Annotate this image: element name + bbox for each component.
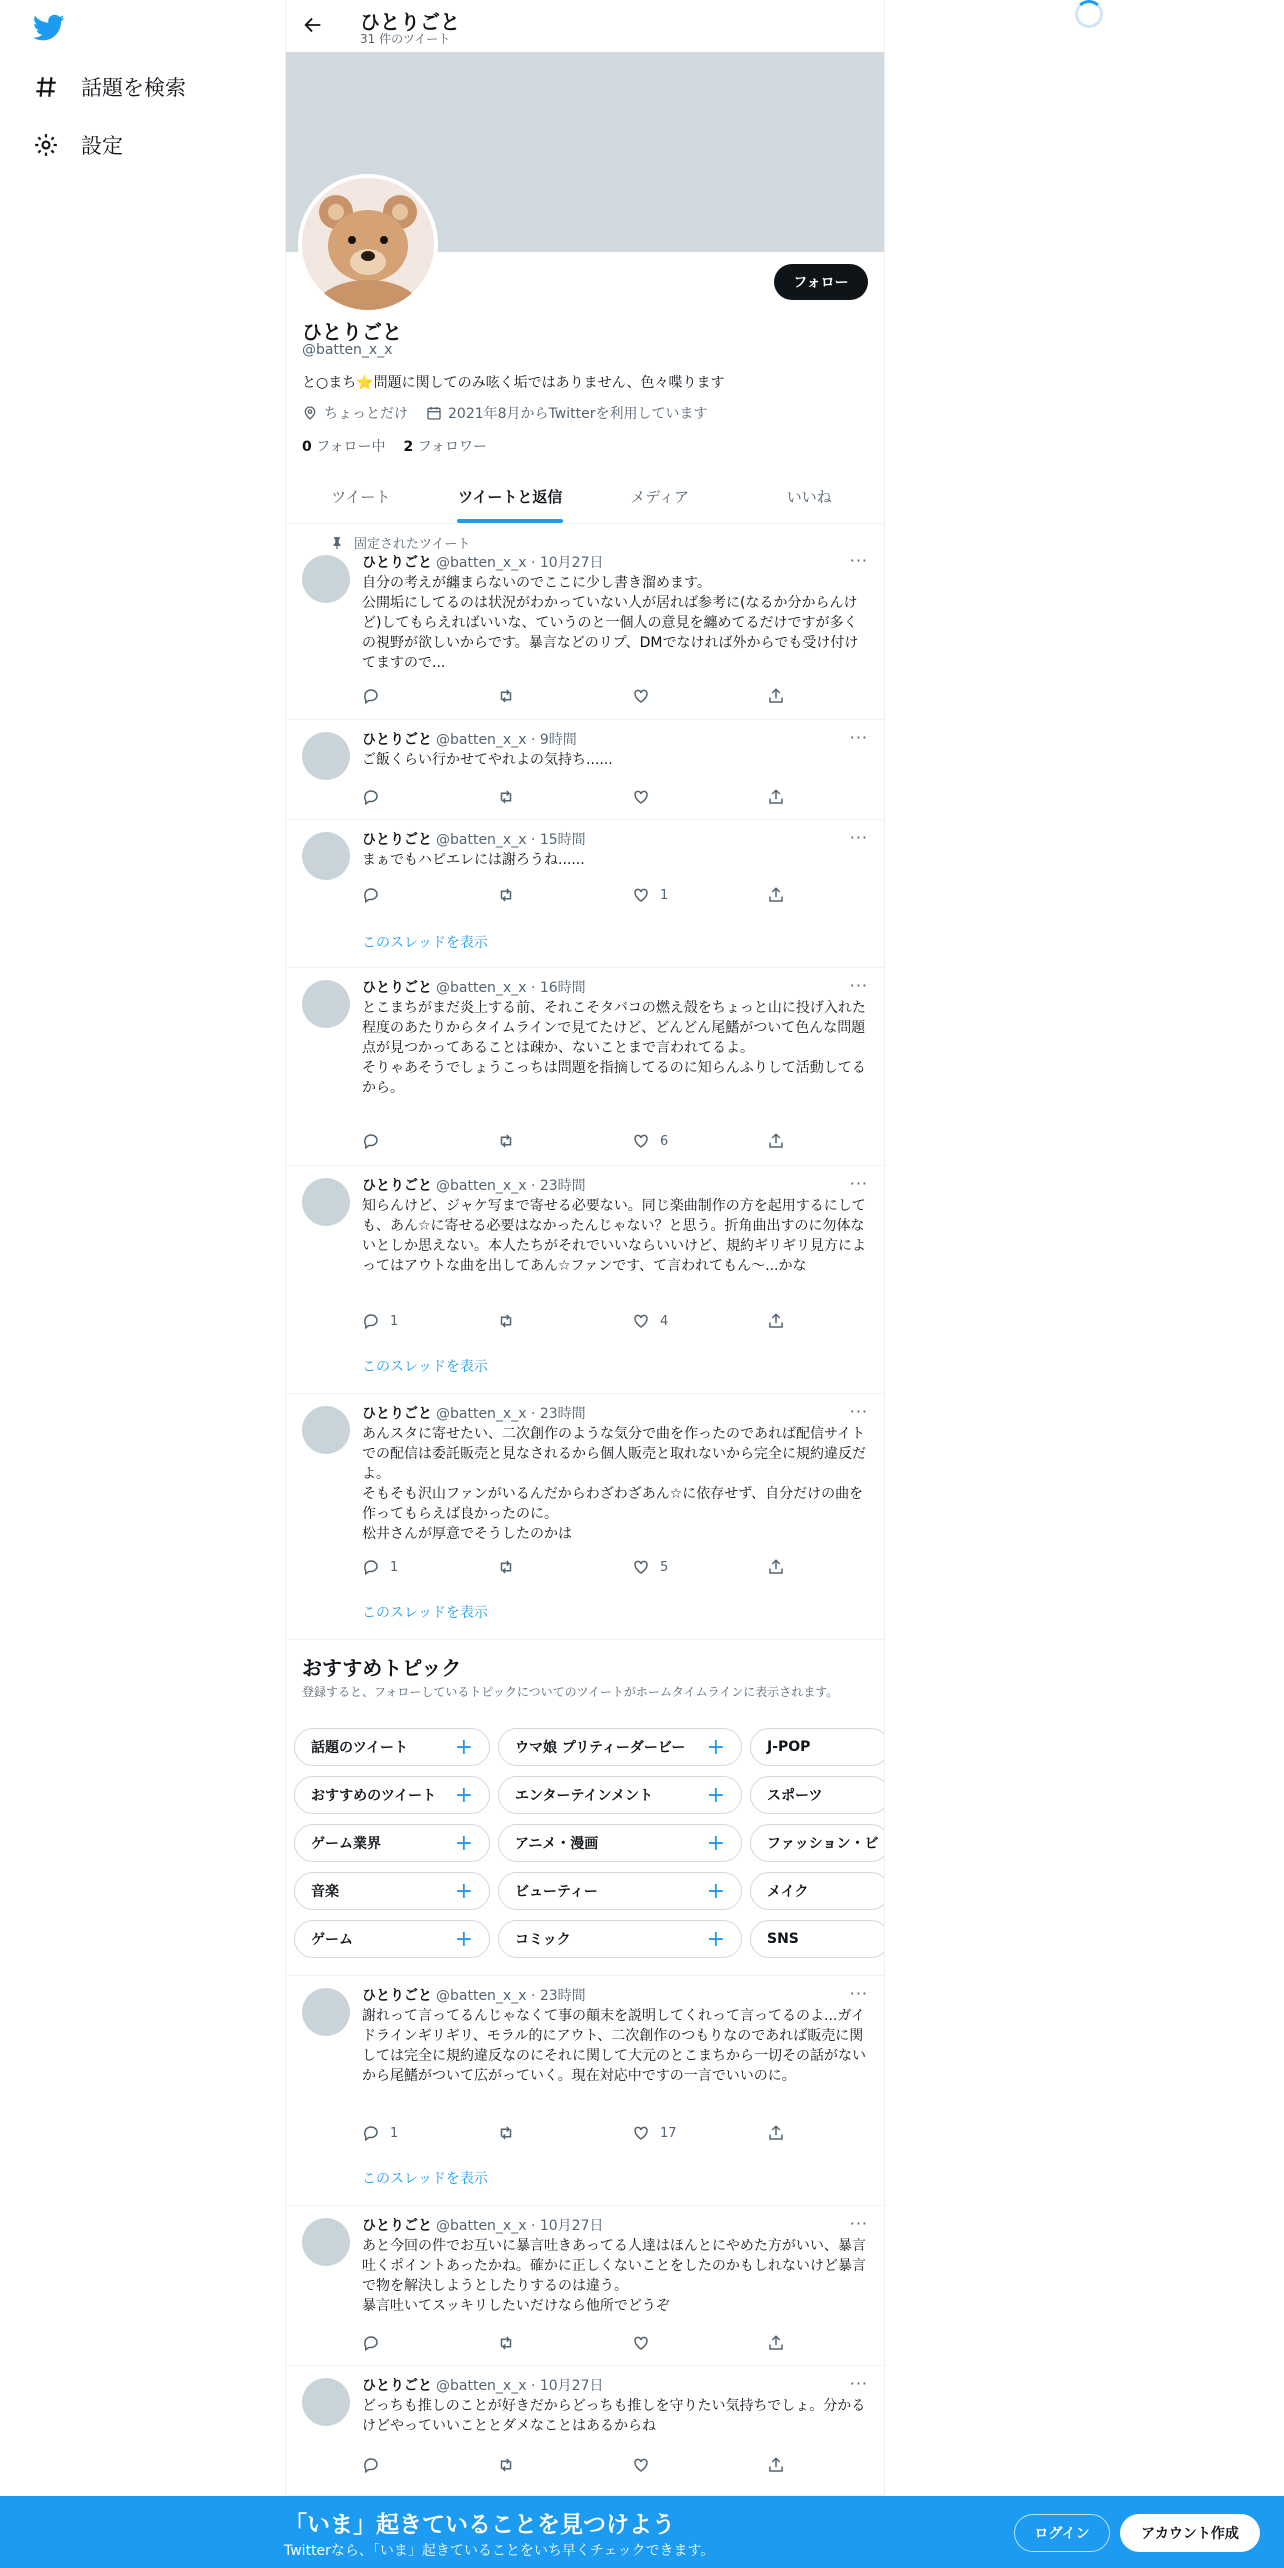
tweet-header: ひとりごと @batten_x_x · 23時間 <box>362 1406 586 1422</box>
plus-icon: + <box>706 1878 725 1904</box>
tab-tweets[interactable]: ツイート <box>331 488 391 506</box>
retweet-icon <box>497 687 515 705</box>
reply-icon <box>362 687 380 705</box>
tweet-actions <box>362 886 812 904</box>
profile-bio: と○まち⭐問題に関してのみ呟く垢ではありません、色々喋ります <box>302 375 725 391</box>
plus-icon: + <box>454 1734 473 1760</box>
more-options-icon[interactable]: ··· <box>849 1174 868 1193</box>
more-options-icon[interactable]: ··· <box>849 828 868 847</box>
retweet-icon <box>497 886 515 904</box>
tweet-text: あと今回の件でお互いに暴言吐きあってる人達はほんとにやめた方がいい、暴言吐くポイントあったかね。確かに正しくないことをしたのかもしれないけど暴言で物を解決しようとしたりするのは違う。 暴言吐いてスッキリしたいだけなら他所でどうぞ <box>362 2238 866 2314</box>
topic-chip[interactable]: エンターテインメント + <box>498 1776 742 1814</box>
like-button[interactable] <box>632 2456 767 2474</box>
heart-icon <box>632 2456 650 2474</box>
profile-follow-counts <box>302 436 487 456</box>
bottom-bar-subtitle: Twitterなら、「いま」起きていることをいち早くチェックできます。 <box>284 2543 715 2559</box>
share-button[interactable] <box>767 2124 812 2142</box>
tweet-avatar[interactable] <box>302 2378 350 2426</box>
retweet-button[interactable] <box>497 1558 632 1576</box>
tweet-text: 謝れって言ってるんじゃなくて事の顛末を説明してくれって言ってるのよ...ガイドラインギリギリ、モラル的にアウト、二次創作のつもりなのであれば販売に関しては完全に規約違反なのにそれに関して大元のとこまちから一切その話がないから尾鰭がついて広がっていく。現在対応中ですの一言でいいのに。 <box>362 2008 866 2084</box>
tweet-text: あんスタに寄せたい、二次創作のような気分で曲を作ったのであれば配信サイトでの配信は委託販売と見なされるから個人販売と取れないから完全に規約違反だよ。 そもそも沢山ファンがいるんだからわざわざあん☆に依存せず、自分だけの曲を作ってもらえば良かったのに。 松井さんが厚意でそうしたのかは <box>362 1426 866 1542</box>
profile-joined: 2021年8月からTwitterを利用しています <box>426 403 707 423</box>
share-button[interactable] <box>767 1312 812 1330</box>
retweet-button[interactable] <box>497 788 632 806</box>
tweet-header: ひとりごと @batten_x_x · 10月27日 <box>362 2218 604 2234</box>
topic-chip[interactable]: ファッション・ビ <box>750 1824 884 1862</box>
plus-icon: + <box>454 1878 473 1904</box>
reply-button[interactable] <box>362 1132 497 1150</box>
follow-button[interactable]: フォロー <box>774 264 868 300</box>
tweet-avatar[interactable] <box>302 1406 350 1454</box>
header-title: ひとりごと <box>360 10 460 34</box>
reply-icon <box>362 2334 380 2352</box>
profile-handle: @batten_x_x <box>302 342 393 358</box>
plus-icon: + <box>454 1830 473 1856</box>
tab-likes[interactable]: いいね <box>786 488 832 506</box>
tweet-avatar[interactable] <box>302 1178 350 1226</box>
topic-chip[interactable]: メイク <box>750 1872 884 1910</box>
plus-icon: + <box>706 1926 725 1952</box>
tweet-item[interactable] <box>286 720 884 820</box>
more-options-icon[interactable]: ··· <box>849 976 868 995</box>
tweet-avatar[interactable] <box>302 832 350 880</box>
tweet-avatar[interactable] <box>302 732 350 780</box>
retweet-icon <box>497 1558 515 1576</box>
tweet-text: とこまちがまだ炎上する前、それこそタバコの燃え殻をちょっと山に投げ入れた程度のあたりからタイムラインで見てたけど、どんどん尾鰭がついて色んな問題点が見つかってあることは疎か、ないことまで言われてるよ。 そりゃあそうでしょうこっちは問題を指摘してるのに知らんふりして活動してるから。 <box>362 1000 866 1096</box>
topic-chip[interactable]: 音楽 + <box>294 1872 490 1910</box>
like-button[interactable]: 5 <box>632 1558 767 1576</box>
tweet-actions <box>362 1558 812 1576</box>
heart-icon <box>632 687 650 705</box>
share-button[interactable] <box>767 788 812 806</box>
tweet-avatar[interactable] <box>302 555 350 603</box>
show-thread-link[interactable]: このスレッドを表示 <box>362 1605 488 1621</box>
share-button[interactable] <box>767 886 812 904</box>
more-options-icon[interactable]: ··· <box>849 551 868 570</box>
plus-icon: + <box>706 1782 725 1808</box>
topics-title: おすすめトピック <box>302 1656 462 1680</box>
heart-icon <box>632 2124 650 2142</box>
plus-icon: + <box>706 1734 725 1760</box>
share-button[interactable] <box>767 2456 812 2474</box>
gear-icon <box>33 132 59 158</box>
tab-media[interactable]: メディア <box>630 488 690 506</box>
location-pin-icon <box>302 405 318 421</box>
retweet-icon <box>497 788 515 806</box>
reply-button[interactable]: 1 <box>362 1558 497 1576</box>
retweet-button[interactable] <box>497 886 632 904</box>
tweet-header: ひとりごと @batten_x_x · 10月27日 <box>362 2378 604 2394</box>
tweet-item[interactable] <box>286 525 884 720</box>
signup-button[interactable]: アカウント作成 <box>1120 2514 1260 2552</box>
topic-chip[interactable]: 話題のツイート + <box>294 1728 490 1766</box>
tweet-text: ご飯くらい行かせてやれよの気持ち...... <box>362 752 613 768</box>
more-options-icon[interactable]: ··· <box>849 1402 868 1421</box>
retweet-button[interactable] <box>497 2334 632 2352</box>
tab-tweets-and-replies[interactable]: ツイートと返信 <box>436 470 586 523</box>
reply-icon <box>362 1312 380 1330</box>
show-thread-link[interactable]: このスレッドを表示 <box>362 935 488 951</box>
tweet-item[interactable] <box>286 1394 884 1640</box>
topic-chip[interactable]: ウマ娘 プリティーダービー + <box>498 1728 742 1766</box>
heart-icon <box>632 886 650 904</box>
show-thread-link[interactable]: このスレッドを表示 <box>362 1359 488 1375</box>
retweet-button[interactable] <box>497 2124 632 2142</box>
reply-button[interactable] <box>362 788 497 806</box>
teddy-bear-avatar-icon <box>302 178 434 310</box>
topic-chip[interactable]: スポーツ <box>750 1776 884 1814</box>
reply-icon <box>362 1132 380 1150</box>
tweet-item[interactable] <box>286 1166 884 1394</box>
topic-chip[interactable]: ゲーム業界 + <box>294 1824 490 1862</box>
profile-header <box>286 0 884 52</box>
tweet-item[interactable] <box>286 2206 884 2366</box>
tweet-actions <box>362 1312 812 1330</box>
reply-button[interactable] <box>362 886 497 904</box>
plus-icon: + <box>454 1782 473 1808</box>
reply-button[interactable] <box>362 2456 497 2474</box>
like-button[interactable] <box>632 788 767 806</box>
calendar-icon <box>426 405 442 421</box>
tweet-text: 知らんけど、ジャケ写まで寄せる必要ない。同じ楽曲制作の方を起用するにしても、あん☆に寄せる必要はなかったんじゃない？と思う。折角曲出すのに勿体ないとしか思えない。本人たちがそれでいいならいいけど、規約ギリギリ見方によってはアウトな曲を出してあん☆ファンです、て言われてもん〜...かな <box>362 1198 866 1274</box>
like-button[interactable]: 1 <box>632 886 767 904</box>
tweet-actions <box>362 1132 812 1150</box>
retweet-icon <box>497 2456 515 2474</box>
reply-button[interactable] <box>362 687 497 705</box>
nav-settings-label: 設定 <box>81 134 123 158</box>
retweet-button[interactable] <box>497 2456 632 2474</box>
more-options-icon[interactable]: ··· <box>849 1984 868 2003</box>
loading-spinner-icon <box>1075 0 1103 28</box>
followers-link[interactable]: 2 フォロワー <box>403 439 488 455</box>
show-thread-link[interactable]: このスレッドを表示 <box>362 2171 488 2187</box>
heart-icon <box>632 1558 650 1576</box>
tweet-avatar[interactable] <box>302 1988 350 2036</box>
reply-icon <box>362 2456 380 2474</box>
share-icon <box>767 2124 785 2142</box>
tweet-actions <box>362 2334 812 2352</box>
tweet-header: ひとりごと @batten_x_x · 15時間 <box>362 832 586 848</box>
retweet-button[interactable] <box>497 687 632 705</box>
share-icon <box>767 886 785 904</box>
reply-icon <box>362 2124 380 2142</box>
share-icon <box>767 1312 785 1330</box>
bottom-signup-bar <box>0 2496 1284 2568</box>
topic-chip[interactable]: アニメ・漫画 + <box>498 1824 742 1862</box>
heart-icon <box>632 1312 650 1330</box>
topic-chip[interactable]: ゲーム + <box>294 1920 490 1958</box>
tweet-text: 自分の考えが纏まらないのでここに少し書き溜めます。 公開垢にしてるのは状況がわかっていない人が居れば参考に(なるか分からんけど)してもらえればいいな、ていうのと一個人の意見を纏めてるだけですが多くの視野が欲しいからです。暴言などのリプ、DMでなければ外からでも受け付けてますので... <box>362 575 859 671</box>
profile-name: ひとりごと <box>302 320 402 344</box>
nav-explore-label: 話題を検索 <box>81 76 186 100</box>
tweet-text: まぁでもハピエレには謝ろうね...... <box>362 852 585 868</box>
profile-meta <box>302 403 707 423</box>
tweet-header: ひとりごと @batten_x_x · 9時間 <box>362 732 577 748</box>
tweet-actions <box>362 2456 812 2474</box>
share-icon <box>767 2456 785 2474</box>
recommended-topics <box>286 1640 884 1976</box>
profile-location: ちょっとだけ <box>302 403 408 423</box>
share-button[interactable] <box>767 687 812 705</box>
tweet-actions <box>362 788 812 806</box>
header-tweet-count: 31 件のツイート <box>360 32 451 46</box>
nav-settings[interactable] <box>33 130 123 160</box>
login-button[interactable]: ログイン <box>1014 2514 1110 2552</box>
more-options-icon[interactable]: ··· <box>849 2214 868 2233</box>
tweet-header: ひとりごと @batten_x_x · 10月27日 <box>362 555 604 571</box>
retweet-icon <box>497 2124 515 2142</box>
plus-icon: + <box>454 1926 473 1952</box>
reply-button[interactable]: 1 <box>362 1312 497 1330</box>
share-icon <box>767 1132 785 1150</box>
reply-button[interactable] <box>362 2334 497 2352</box>
retweet-icon <box>497 1312 515 1330</box>
topic-chip[interactable]: コミック + <box>498 1920 742 1958</box>
share-icon <box>767 1558 785 1576</box>
tweet-item[interactable] <box>286 968 884 1166</box>
topic-chip[interactable]: ビューティー + <box>498 1872 742 1910</box>
topics-description: 登録すると、フォローしているトピックについてのツイートがホームタイムラインに表示されます。 <box>302 1685 839 1699</box>
reply-icon <box>362 1558 380 1576</box>
like-button[interactable]: 4 <box>632 1312 767 1330</box>
heart-icon <box>632 788 650 806</box>
tweet-header: ひとりごと @batten_x_x · 16時間 <box>362 980 586 996</box>
heart-icon <box>632 1132 650 1150</box>
bottom-bar-title: 「いま」起きていることを見つけよう <box>284 2512 675 2538</box>
share-icon <box>767 687 785 705</box>
reply-button[interactable]: 1 <box>362 2124 497 2142</box>
share-icon <box>767 788 785 806</box>
back-arrow-icon[interactable] <box>302 14 324 36</box>
retweet-icon <box>497 1132 515 1150</box>
retweet-button[interactable] <box>497 1312 632 1330</box>
more-options-icon[interactable]: ··· <box>849 728 868 747</box>
like-button[interactable] <box>632 2334 767 2352</box>
topic-chip[interactable]: おすすめのツイート + <box>294 1776 490 1814</box>
tweet-text: どっちも推しのことが好きだからどっちも推しを守りたい気持ちでしょ。分かるけどやっていいこととダメなことはあるからね <box>362 2398 866 2434</box>
topic-chip[interactable]: SNS <box>750 1920 884 1958</box>
share-button[interactable] <box>767 1558 812 1576</box>
share-button[interactable] <box>767 1132 812 1150</box>
heart-icon <box>632 2334 650 2352</box>
profile-tabs <box>286 470 884 524</box>
like-button[interactable]: 6 <box>632 1132 767 1150</box>
tweet-avatar[interactable] <box>302 2218 350 2266</box>
tweet-item[interactable] <box>286 820 884 968</box>
tweet-header: ひとりごと @batten_x_x · 23時間 <box>362 1178 586 1194</box>
profile-column <box>285 0 885 2568</box>
nav-explore[interactable] <box>33 72 186 102</box>
reply-icon <box>362 886 380 904</box>
pinned-indicator: 固定されたツイート <box>330 533 470 552</box>
tweet-item[interactable] <box>286 2366 884 2496</box>
retweet-button[interactable] <box>497 1132 632 1150</box>
topic-chip[interactable]: J-POP <box>750 1728 884 1766</box>
reply-icon <box>362 788 380 806</box>
tweet-item[interactable] <box>286 1976 884 2206</box>
tweet-header: ひとりごと @batten_x_x · 23時間 <box>362 1988 586 2004</box>
tweet-actions <box>362 687 812 705</box>
following-link[interactable]: 0 フォロー中 <box>302 439 386 455</box>
tweet-actions <box>362 2124 812 2142</box>
plus-icon: + <box>706 1830 725 1856</box>
like-button[interactable] <box>632 687 767 705</box>
hashtag-icon <box>33 74 59 100</box>
pin-icon <box>330 536 344 550</box>
twitter-logo-icon[interactable] <box>33 14 65 42</box>
share-button[interactable] <box>767 2334 812 2352</box>
retweet-icon <box>497 2334 515 2352</box>
share-icon <box>767 2334 785 2352</box>
tweet-avatar[interactable] <box>302 980 350 1028</box>
more-options-icon[interactable]: ··· <box>849 2374 868 2393</box>
profile-avatar[interactable] <box>298 174 438 314</box>
like-button[interactable]: 17 <box>632 2124 767 2142</box>
